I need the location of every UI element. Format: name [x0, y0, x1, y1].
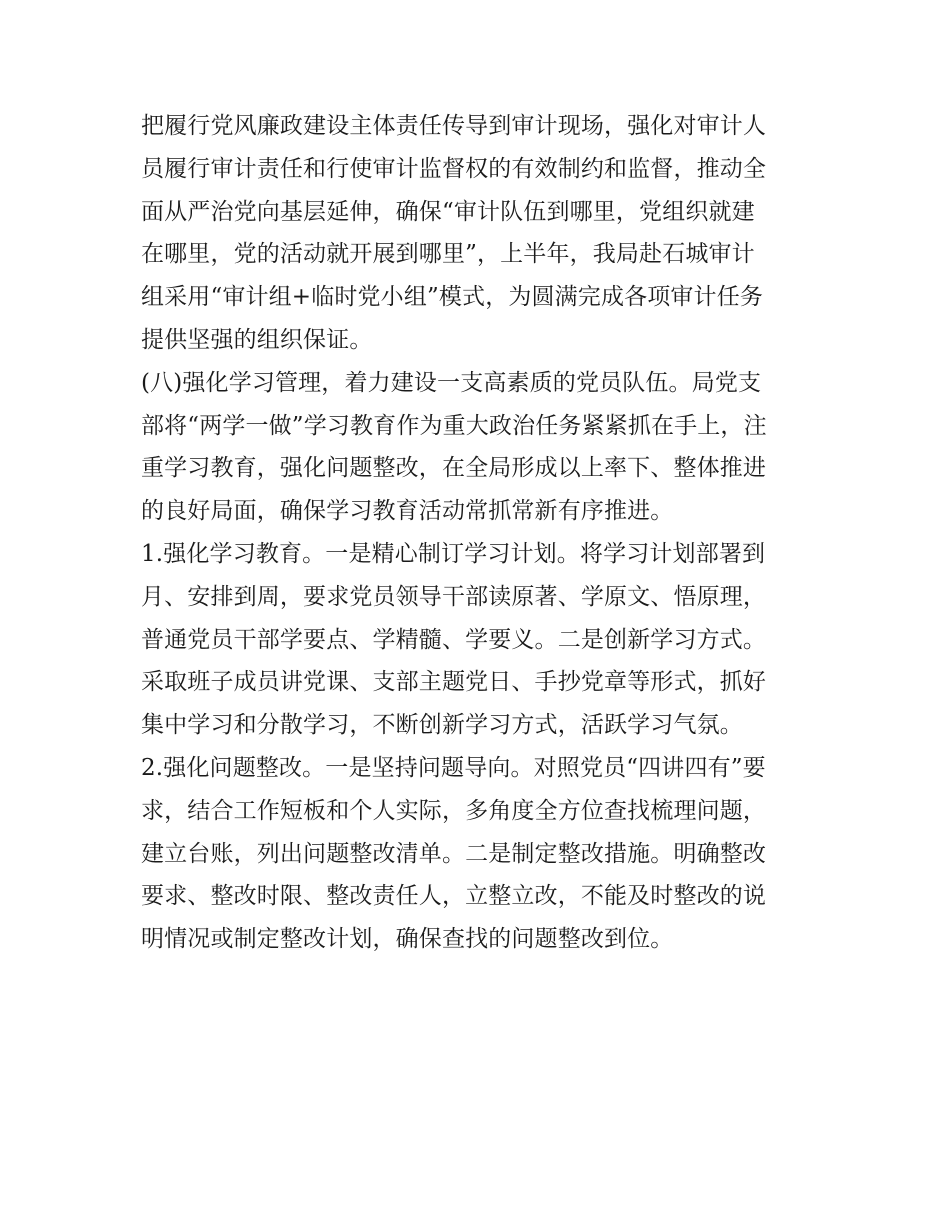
text-line: 提供坚强的组织保证。 — [141, 326, 373, 353]
text-line: 采取班子成员讲党课、支部主题党日、手抄党章等形式，抓好 — [141, 669, 767, 696]
text-line: 的良好局面，确保学习教育活动常抓常新有序推进。 — [141, 498, 674, 525]
document-body — [141, 105, 821, 961]
text-line: 集中学习和分散学习，不断创新学习方式，活跃学习气氛。 — [141, 712, 743, 739]
text-line: 明情况或制定整改计划，确保查找的问题整改到位。 — [141, 926, 674, 953]
text-line: 在哪里，党的活动就开展到哪里”，上半年，我局赴石城审计 — [141, 241, 755, 268]
text-line: 求，结合工作短板和个人实际，多角度全方位查找梳理问题， — [141, 797, 767, 824]
text-line: 员履行审计责任和行使审计监督权的有效制约和监督，推动全 — [141, 155, 767, 182]
text-line: 重学习教育，强化问题整改，在全局形成以上率下、整体推进 — [141, 455, 767, 482]
text-line: 建立台账，列出问题整改清单。二是制定整改措施。明确整改 — [141, 840, 767, 867]
text-line: 部将“两学一做”学习教育作为重大政治任务紧紧抓在手上，注 — [141, 412, 767, 439]
text-line: 普通党员干部学要点、学精髓、学要义。二是创新学习方式。 — [141, 626, 767, 653]
text-line: 把履行党风廉政建设主体责任传导到审计现场，强化对审计人 — [141, 113, 767, 139]
numbered-item-line: 2.强化问题整改。一是坚持问题导向。对照党员“四讲四有”要 — [141, 754, 766, 781]
text-line: 面从严治党向基层延伸，确保“审计队伍到哪里，党组织就建 — [141, 198, 755, 225]
text-line: 组采用“审计组+临时党小组”模式，为圆满完成各项审计任务 — [141, 284, 763, 311]
section-heading-line: (八)强化学习管理，着力建设一支高素质的党员队伍。局党支 — [141, 369, 762, 396]
text-line: 月、安排到周，要求党员领导干部读原著、学原文、悟原理， — [141, 583, 767, 610]
text-line: 要求、整改时限、整改责任人，立整立改，不能及时整改的说 — [141, 883, 767, 910]
numbered-item-line: 1.强化学习教育。一是精心制订学习计划。将学习计划部署到 — [141, 540, 766, 567]
